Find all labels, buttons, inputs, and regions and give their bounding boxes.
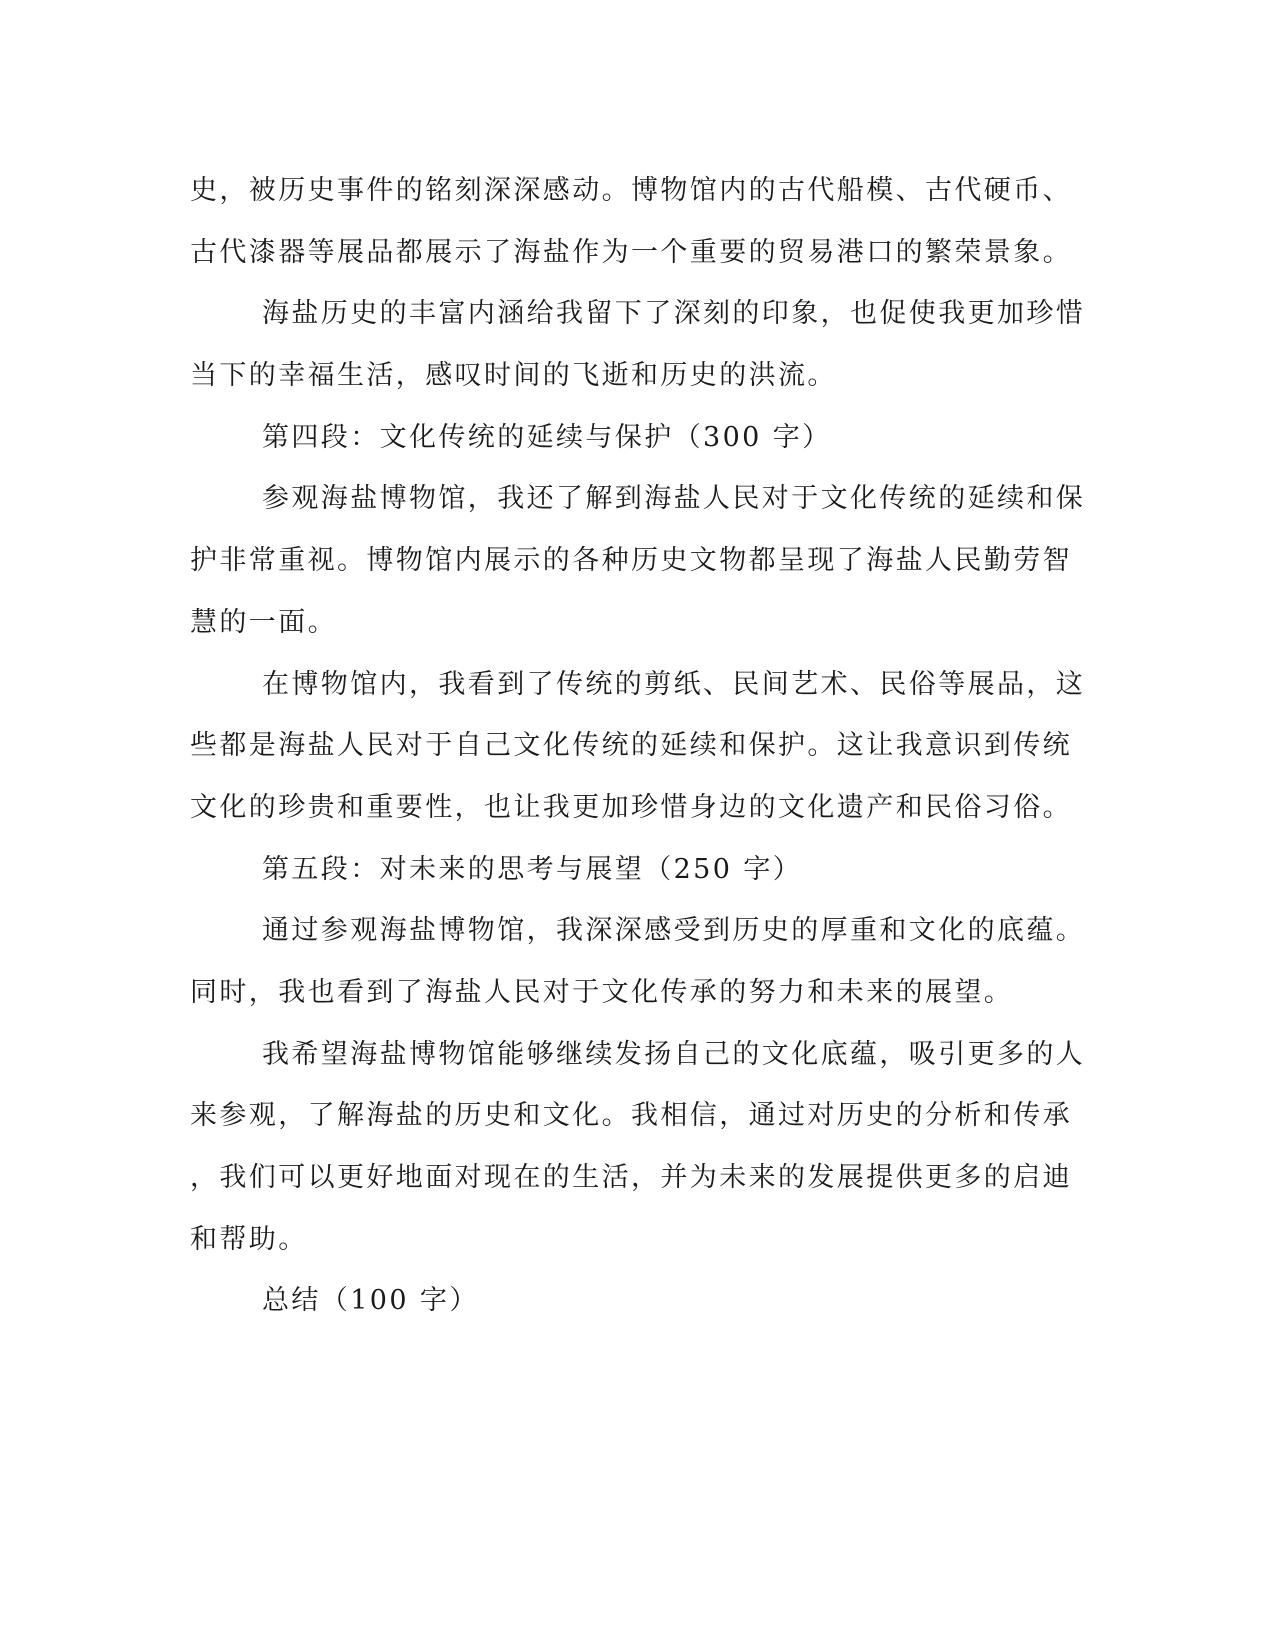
text-line-11: 文化的珍贵和重要性，也让我更加珍惜身边的文化遗产和民俗习俗。 bbox=[190, 791, 1072, 823]
text-line-18: 和帮助。 bbox=[190, 1223, 308, 1255]
text-line-4: 当下的幸福生活，感叹时间的飞逝和历史的洪流。 bbox=[190, 360, 837, 392]
text-line-1: 史，被历史事件的铭刻深深感动。博物馆内的古代船模、古代硬币、 bbox=[190, 175, 1072, 206]
text-line-10: 些都是海盐人民对于自己文化传统的延续和保护。这让我意识到传统 bbox=[190, 730, 1072, 762]
document-body bbox=[190, 160, 1086, 1332]
text-line-9: 在博物馆内，我看到了传统的剪纸、民间艺术、民俗等展品，这 bbox=[262, 668, 1086, 700]
text-line-14: 同时，我也看到了海盐人民对于文化传承的努力和未来的展望。 bbox=[190, 976, 1014, 1008]
text-line-7: 护非常重视。博物馆内展示的各种历史文物都呈现了海盐人民勤劳智 bbox=[190, 545, 1072, 577]
text-line-16: 来参观，了解海盐的历史和文化。我相信，通过对历史的分析和传承 bbox=[190, 1100, 1072, 1132]
text-line-17: ，我们可以更好地面对现在的生活，并为未来的发展提供更多的启迪 bbox=[190, 1162, 1072, 1193]
text-line-3: 海盐历史的丰富内涵给我留下了深刻的印象，也促使我更加珍惜 bbox=[262, 298, 1086, 330]
section-heading-summary: 总结（100 字） bbox=[262, 1285, 479, 1317]
text-line-15: 我希望海盐博物馆能够继续发扬自己的文化底蕴，吸引更多的人 bbox=[262, 1038, 1086, 1070]
text-line-2: 古代漆器等展品都展示了海盐作为一个重要的贸易港口的繁荣景象。 bbox=[190, 236, 1072, 268]
text-line-13: 通过参观海盐博物馆，我深深感受到历史的厚重和文化的底蕴。 bbox=[262, 915, 1086, 947]
text-line-6: 参观海盐博物馆，我还了解到海盐人民对于文化传统的延续和保 bbox=[262, 483, 1086, 515]
text-line-8: 慧的一面。 bbox=[190, 606, 337, 638]
section-heading-5: 第五段：对未来的思考与展望（250 字） bbox=[262, 853, 803, 885]
section-heading-4: 第四段：文化传统的延续与保护（300 字） bbox=[262, 421, 832, 453]
